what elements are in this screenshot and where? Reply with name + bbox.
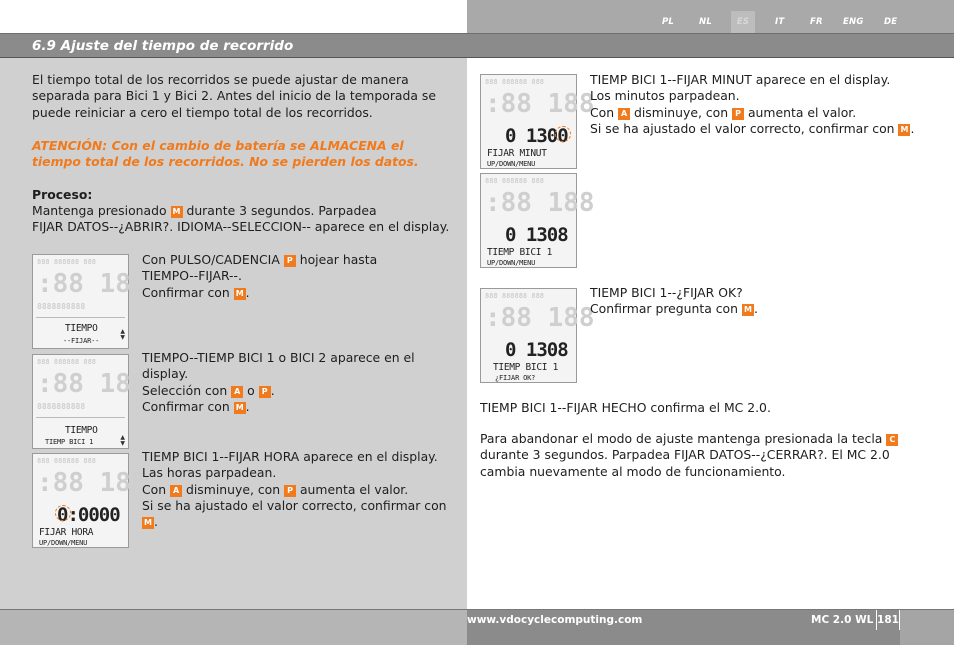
m-key-icon: M (898, 124, 910, 136)
p-key-icon: P (732, 108, 744, 120)
lcd-main-value: 0 1300 (505, 125, 568, 147)
step-4-line-4b: . (910, 120, 915, 136)
proceso-line-b: durante 3 segundos. Parpadea (186, 203, 377, 218)
lcd-ghost-text: 8888888888 (37, 302, 86, 311)
lcd-ghost-digits: :88 188 (485, 89, 595, 119)
lcd-line1: TIEMP BICI 1 (493, 362, 559, 373)
step-5-line-2a: Confirmar pregunta con (590, 301, 738, 317)
step-2-line-2a: Selección con (142, 382, 228, 398)
step-1-line-1b: hojear hasta (299, 252, 378, 267)
lcd-ghost-segments: 888 888888 888 (485, 177, 545, 185)
footer-left (0, 610, 467, 645)
footer-model: MC 2.0 WL (811, 614, 874, 626)
lcd-line2: ¿FIJAR OK? (495, 374, 536, 382)
lcd-arrows-icon: ▲ ▼ (120, 434, 125, 447)
lcd-separator (36, 317, 125, 318)
step-3-line-2: Las horas parpadean. (142, 465, 277, 481)
page-number: 181 (876, 610, 900, 630)
step-3-line-4b: . (154, 514, 158, 530)
lcd-line1: FIJAR MINUT (487, 148, 547, 159)
lcd-line1: TIEMP BICI 1 (487, 247, 553, 258)
exit-line-c: cambia nuevamente al modo de funcionamiento. (480, 463, 786, 479)
lcd-line1: TIEMPO (65, 425, 98, 436)
a-key-icon: A (618, 108, 630, 120)
intro-text: El tiempo total de los recorridos se puede ajustar de manera separada para Bici 1 y Bici 2. Antes del inicio de la temporada se puede reiniciar a cero el tiempo total de los recorridos. (32, 72, 436, 120)
lcd-line2: UP/DOWN/MENU (39, 539, 88, 547)
proceso-line-a: Mantenga presionado (32, 203, 167, 218)
step-3-line-3a: Con (142, 481, 167, 497)
proceso-text (32, 203, 462, 236)
step-2-line-3b: . (245, 398, 250, 414)
lcd-display-1 (32, 254, 147, 349)
step-3-line-4a: Si se ha ajustado el valor correcto, confirmar con (142, 497, 447, 513)
step-2-line-2b: o (247, 382, 255, 398)
step-2-line-3a: Confirmar con (142, 398, 230, 414)
lang-pl[interactable]: PL (662, 17, 675, 27)
a-key-icon: A (231, 386, 243, 398)
lcd-line1: TIEMPO (65, 323, 98, 334)
footer-tail (900, 610, 954, 645)
m-key-icon: M (142, 517, 154, 529)
step-2-text (142, 350, 462, 415)
lcd-ghost-digits: :88 188 (37, 269, 147, 299)
lcd-ghost-text: 8888888888 (37, 402, 86, 411)
lcd-ghost-digits: :88 188 (485, 303, 595, 333)
step-5-text (590, 285, 930, 318)
step-2-line-1: TIEMPO--TIEMP BICI 1 o BICI 2 aparece en el display. (142, 350, 415, 382)
step-3-line-3b: disminuye, con (186, 481, 281, 497)
lcd-ghost-segments: 888 888888 888 (37, 258, 97, 266)
proceso-line-c: FIJAR DATOS--¿ABRIR?. IDIOMA--SELECCION-- aparece en el display. (32, 219, 450, 235)
step-4-line-2: Los minutos parpadean. (590, 88, 740, 104)
m-key-icon: M (171, 206, 183, 218)
exit-text (480, 431, 920, 480)
step-1-text (142, 252, 462, 301)
lcd-ghost-segments: 888 888888 888 (485, 78, 545, 86)
lcd-display-3 (32, 453, 147, 548)
step-1-line-1a: Con PULSO/CADENCIA (142, 252, 280, 267)
lcd-ghost-segments: 888 888888 888 (37, 358, 97, 366)
footer-url-link[interactable]: www.vdocyclecomputing.com (467, 614, 643, 626)
lcd-main-value: 0 1308 (505, 339, 568, 361)
lang-fr[interactable]: FR (810, 17, 823, 27)
a-key-icon: A (170, 485, 182, 497)
lcd-line2: TIEMP BICI 1 (45, 438, 94, 446)
exit-line-a: Para abandonar el modo de ajuste mantenga presionada la tecla (480, 431, 883, 446)
lang-eng[interactable]: ENG (843, 17, 864, 27)
step-4-line-1: TIEMP BICI 1--FIJAR MINUT aparece en el display. (590, 72, 891, 87)
done-text: TIEMP BICI 1--FIJAR HECHO confirma el MC 2.0. (480, 400, 771, 415)
lang-de[interactable]: DE (884, 17, 898, 27)
step-3-line-1: TIEMP BICI 1--FIJAR HORA aparece en el display. (142, 449, 438, 464)
lcd-arrows-icon: ▲ ▼ (120, 328, 125, 341)
blink-indicator-icon (555, 126, 571, 142)
lcd-ghost-digits: :88 188 (37, 369, 147, 399)
lcd-line2: --FIJAR-- (63, 337, 100, 345)
step-1-line-2: TIEMPO--FIJAR--. (142, 268, 242, 284)
m-key-icon: M (234, 288, 246, 300)
lcd-main-value: 0:0000 (57, 504, 120, 526)
lcd-display-5 (480, 173, 595, 268)
step-2-line-2c: . (270, 382, 275, 398)
step-4-text (590, 72, 930, 137)
warning-text: ATENCIÓN: Con el cambio de batería se ALMACENA el tiempo total de los recorridos. No se pierden los datos. (32, 138, 419, 170)
lcd-line2: UP/DOWN/MENU (487, 160, 536, 168)
lang-es[interactable]: ES (731, 11, 755, 33)
p-key-icon: P (284, 255, 296, 267)
lcd-display-4 (480, 74, 595, 169)
step-1-line-3b: . (245, 284, 250, 300)
p-key-icon: P (284, 485, 296, 497)
step-3-line-3c: aumenta el valor. (299, 481, 409, 497)
lang-nl[interactable]: NL (699, 17, 712, 27)
lcd-line1: FIJAR HORA (39, 527, 94, 538)
lcd-ghost-segments: 888 888888 888 (37, 457, 97, 465)
step-5-line-2b: . (753, 301, 758, 317)
lcd-display-6 (480, 288, 595, 383)
lcd-display-2 (32, 354, 147, 449)
step-4-line-3b: disminuye, con (634, 104, 729, 120)
section-title: 6.9 Ajuste del tiempo de recorrido (32, 38, 294, 54)
lcd-main-value: 0 1308 (505, 224, 568, 246)
lcd-ghost-digits: :88 188 (485, 188, 595, 218)
p-key-icon: P (259, 386, 271, 398)
step-5-line-1: TIEMP BICI 1--¿FIJAR OK? (590, 285, 743, 300)
m-key-icon: M (234, 402, 246, 414)
blink-indicator-icon (55, 505, 71, 521)
m-key-icon: M (742, 304, 754, 316)
step-4-line-3c: aumenta el valor. (747, 104, 857, 120)
exit-line-b: durante 3 segundos. Parpadea FIJAR DATOS--¿CERRAR?. El MC 2.0 (480, 447, 890, 463)
step-4-line-4a: Si se ha ajustado el valor correcto, confirmar con (590, 120, 895, 136)
lcd-separator (36, 417, 125, 418)
lcd-ghost-segments: 888 888888 888 (485, 292, 545, 300)
lcd-line2: UP/DOWN/MENU (487, 259, 536, 267)
lang-it[interactable]: IT (775, 17, 785, 27)
c-key-icon: C (886, 434, 898, 446)
step-1-line-3a: Confirmar con (142, 284, 230, 300)
step-4-line-3a: Con (590, 104, 615, 120)
proceso-heading: Proceso: (32, 187, 93, 202)
step-3-text (142, 449, 462, 530)
lcd-ghost-digits: :88 188 (37, 468, 147, 498)
